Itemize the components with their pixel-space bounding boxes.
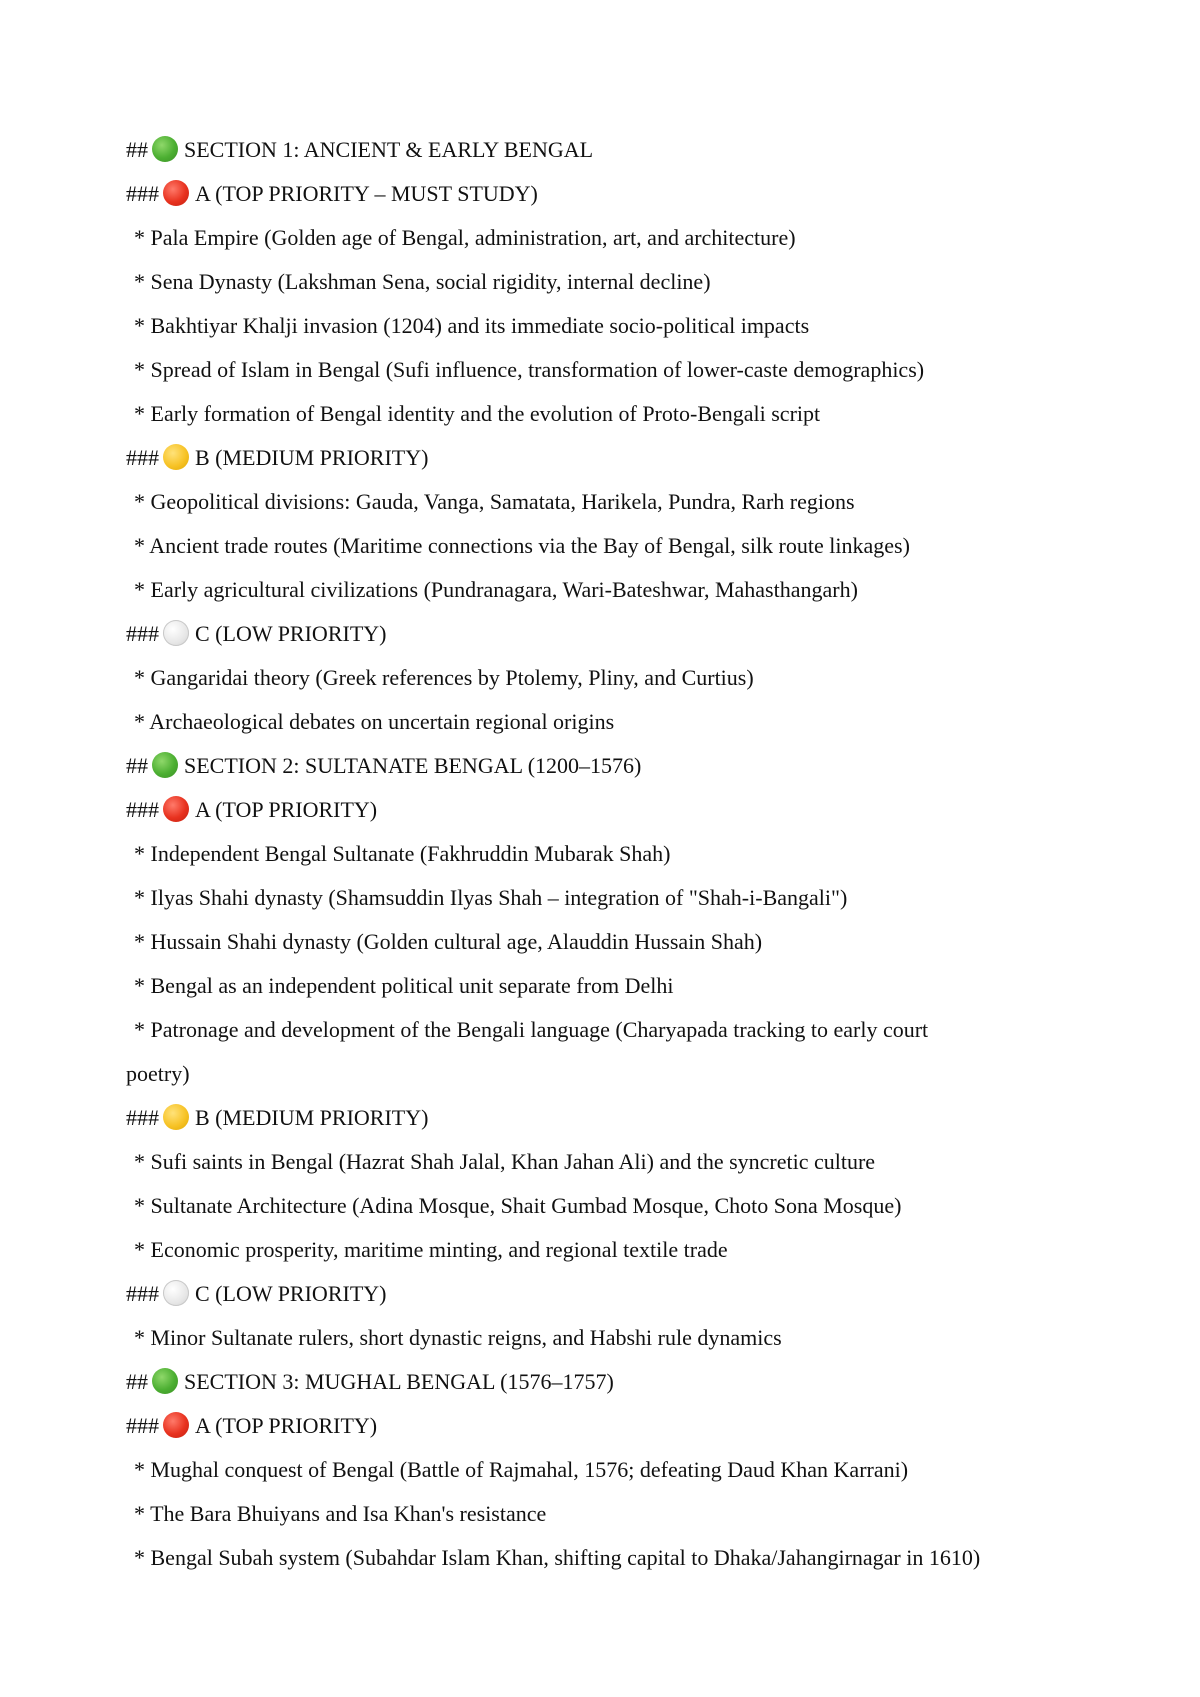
bullet-item: * Bengal Subah system (Subahdar Islam Khan, shifting capital to Dhaka/Jahangirnagar in 1610): [134, 1545, 981, 1570]
bullet-item: * Sena Dynasty (Lakshman Sena, social rigidity, internal decline): [134, 269, 711, 294]
priority-heading: [126, 612, 1086, 656]
heading-marker: ###: [126, 797, 159, 822]
priority-heading: [126, 436, 1086, 480]
bullet-item: * Economic prosperity, maritime minting, and regional textile trade: [134, 1237, 728, 1262]
bullet-item: * Ancient trade routes (Maritime connections via the Bay of Bengal, silk route linkages): [134, 533, 910, 558]
heading-marker: ##: [126, 753, 148, 778]
bullet-item: * Bengal as an independent political unit separate from Delhi: [134, 973, 674, 998]
heading-marker: ###: [126, 621, 159, 646]
section-heading: [126, 128, 1086, 172]
red-circle-icon: [163, 796, 189, 822]
bullet-item: * Bakhtiyar Khalji invasion (1204) and its immediate socio-political impacts: [134, 313, 810, 338]
heading-text: B (MEDIUM PRIORITY): [195, 445, 429, 470]
bullet-item: * Spread of Islam in Bengal (Sufi influence, transformation of lower-caste demographics): [134, 357, 925, 382]
bullet-item: * Geopolitical divisions: Gauda, Vanga, Samatata, Harikela, Pundra, Rarh regions: [134, 489, 855, 514]
green-circle-icon: [152, 136, 178, 162]
heading-text: SECTION 2: SULTANATE BENGAL (1200–1576): [184, 753, 642, 778]
green-circle-icon: [152, 1368, 178, 1394]
heading-text: B (MEDIUM PRIORITY): [195, 1105, 429, 1130]
bullet-item: * Mughal conquest of Bengal (Battle of Rajmahal, 1576; defeating Daud Khan Karrani): [134, 1457, 909, 1482]
bullet-item: * Hussain Shahi dynasty (Golden cultural age, Alauddin Hussain Shah): [134, 929, 763, 954]
bullet-item: * Patronage and development of the Bengali language (Charyapada tracking to early court: [134, 1017, 929, 1042]
bullet-item-continuation: poetry): [126, 1061, 190, 1086]
green-circle-icon: [152, 752, 178, 778]
heading-marker: ###: [126, 1413, 159, 1438]
heading-text: SECTION 1: ANCIENT & EARLY BENGAL: [184, 137, 594, 162]
heading-text: A (TOP PRIORITY): [195, 797, 378, 822]
section-heading: [126, 744, 1086, 788]
bullet-item: * Independent Bengal Sultanate (Fakhruddin Mubarak Shah): [134, 841, 671, 866]
bullet-item: * Early agricultural civilizations (Pundranagara, Wari-Bateshwar, Mahasthangarh): [134, 577, 858, 602]
bullet-item: * Pala Empire (Golden age of Bengal, administration, art, and architecture): [134, 225, 796, 250]
heading-marker: ##: [126, 1369, 148, 1394]
priority-heading: [126, 172, 1086, 216]
bullet-item: * Sultanate Architecture (Adina Mosque, Shait Gumbad Mosque, Choto Sona Mosque): [134, 1193, 902, 1218]
bullet-item: * Gangaridai theory (Greek references by Ptolemy, Pliny, and Curtius): [134, 665, 754, 690]
heading-marker: ###: [126, 181, 159, 206]
yellow-circle-icon: [163, 444, 189, 470]
heading-text: C (LOW PRIORITY): [195, 621, 387, 646]
bullet-item: * Minor Sultanate rulers, short dynastic reigns, and Habshi rule dynamics: [134, 1325, 782, 1350]
heading-marker: ###: [126, 445, 159, 470]
document-body: [126, 128, 1086, 1580]
heading-marker: ###: [126, 1281, 159, 1306]
priority-heading: [126, 1272, 1086, 1316]
priority-heading: [126, 1404, 1086, 1448]
heading-text: A (TOP PRIORITY – MUST STUDY): [195, 181, 538, 206]
white-circle-icon: [163, 1280, 189, 1306]
bullet-item: * Early formation of Bengal identity and the evolution of Proto-Bengali script: [134, 401, 821, 426]
yellow-circle-icon: [163, 1104, 189, 1130]
white-circle-icon: [163, 620, 189, 646]
priority-heading: [126, 788, 1086, 832]
section-heading: [126, 1360, 1086, 1404]
bullet-item: * The Bara Bhuiyans and Isa Khan's resistance: [134, 1501, 547, 1526]
red-circle-icon: [163, 1412, 189, 1438]
bullet-item: * Ilyas Shahi dynasty (Shamsuddin Ilyas Shah – integration of "Shah-i-Bangali"): [134, 885, 848, 910]
bullet-item: * Archaeological debates on uncertain regional origins: [134, 709, 615, 734]
heading-text: C (LOW PRIORITY): [195, 1281, 387, 1306]
heading-marker: ##: [126, 137, 148, 162]
heading-text: A (TOP PRIORITY): [195, 1413, 378, 1438]
bullet-item: * Sufi saints in Bengal (Hazrat Shah Jalal, Khan Jahan Ali) and the syncretic culture: [134, 1149, 876, 1174]
priority-heading: [126, 1096, 1086, 1140]
red-circle-icon: [163, 180, 189, 206]
heading-marker: ###: [126, 1105, 159, 1130]
heading-text: SECTION 3: MUGHAL BENGAL (1576–1757): [184, 1369, 614, 1394]
